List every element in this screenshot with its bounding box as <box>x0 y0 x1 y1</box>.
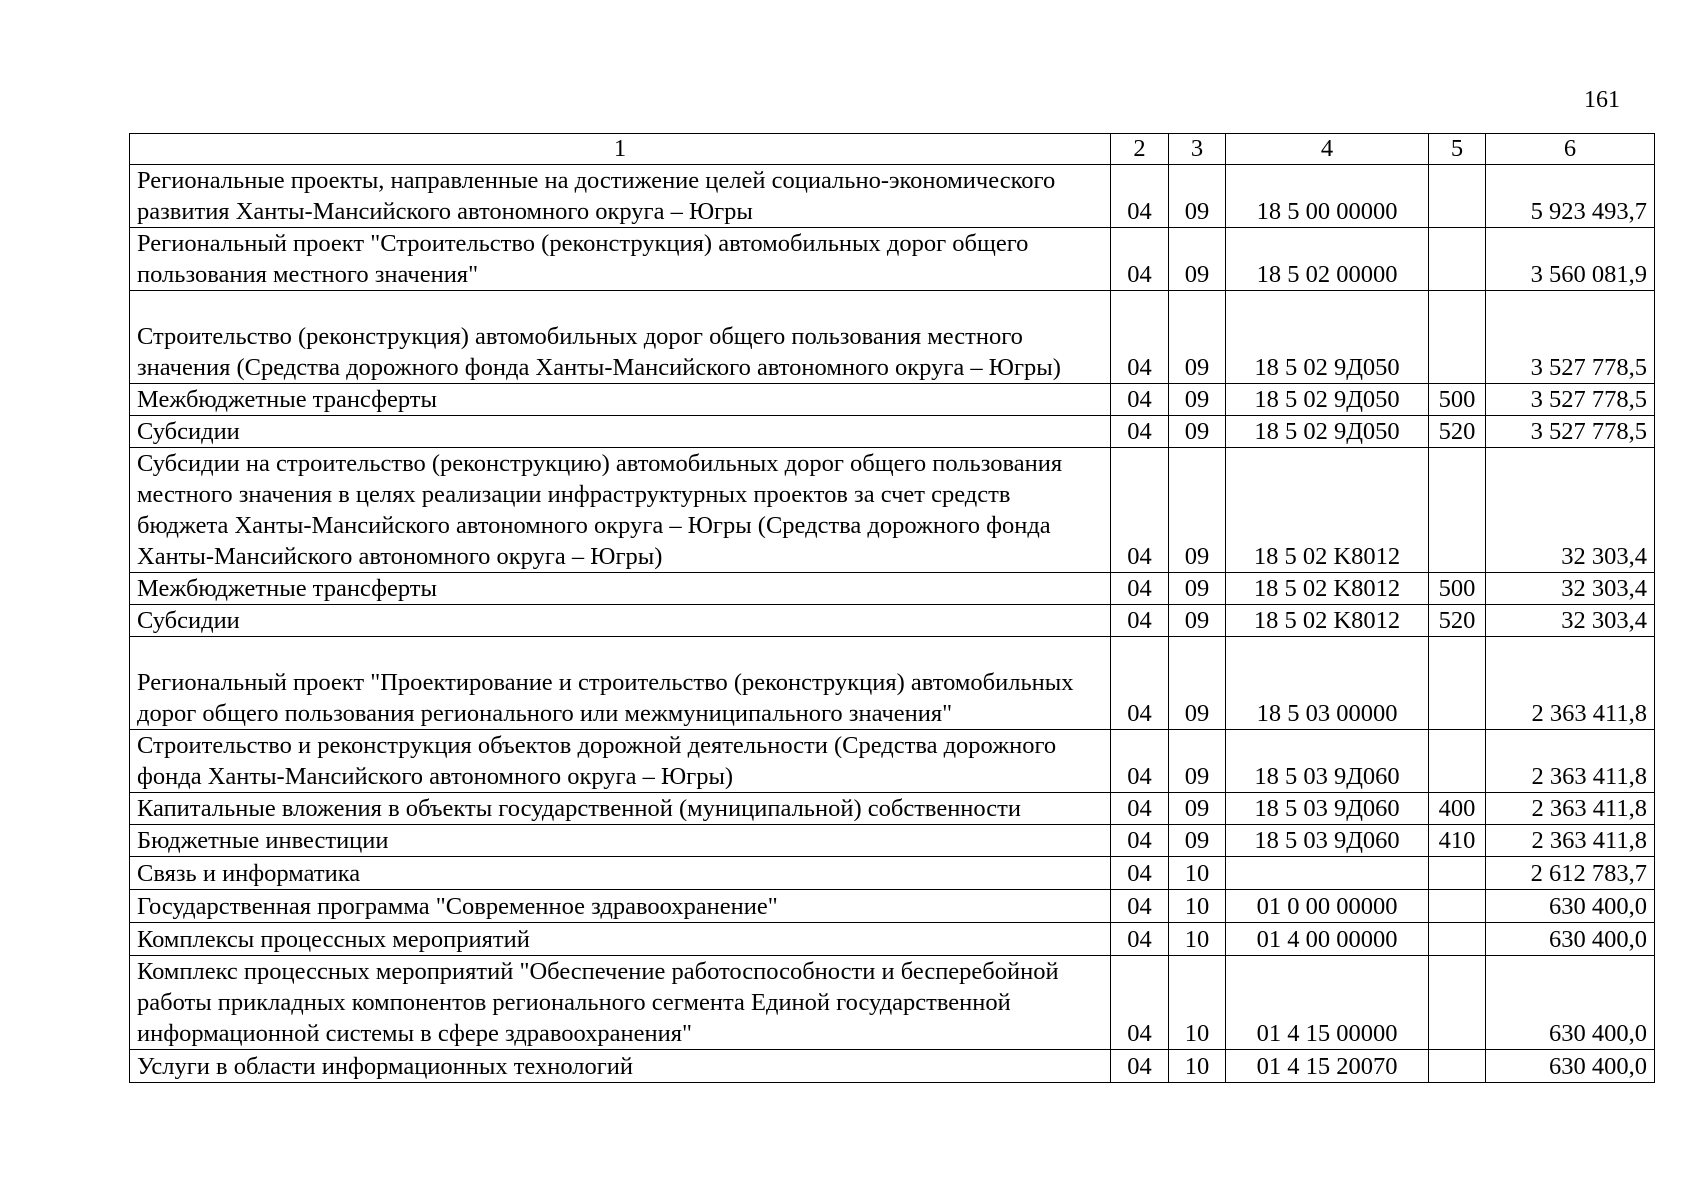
row-amount: 2 612 783,7 <box>1486 857 1655 890</box>
row-target-article-code: 01 0 00 00000 <box>1226 890 1429 923</box>
row-amount: 630 400,0 <box>1486 923 1655 956</box>
table-row <box>130 857 1655 890</box>
row-amount: 32 303,4 <box>1486 573 1655 605</box>
row-section-code: 04 <box>1111 291 1169 384</box>
row-amount: 32 303,4 <box>1486 605 1655 637</box>
row-section-code: 04 <box>1111 890 1169 923</box>
column-header-3: 3 <box>1169 134 1226 165</box>
row-expense-type-code <box>1429 637 1486 730</box>
row-target-article-code: 18 5 03 9Д060 <box>1226 825 1429 857</box>
column-header-6: 6 <box>1486 134 1655 165</box>
table-body <box>130 165 1655 1083</box>
row-amount: 2 363 411,8 <box>1486 825 1655 857</box>
row-expense-type-code <box>1429 448 1486 573</box>
table-row <box>130 637 1655 730</box>
row-target-article-code: 18 5 02 9Д050 <box>1226 291 1429 384</box>
row-target-article-code: 18 5 02 9Д050 <box>1226 416 1429 448</box>
row-expense-type-code: 400 <box>1429 793 1486 825</box>
row-section-code: 04 <box>1111 416 1169 448</box>
row-subsection-code: 10 <box>1169 890 1226 923</box>
row-section-code: 04 <box>1111 1050 1169 1083</box>
row-name: Капитальные вложения в объекты государственной (муниципальной) собственности <box>130 793 1111 825</box>
row-amount: 3 527 778,5 <box>1486 291 1655 384</box>
row-subsection-code: 09 <box>1169 793 1226 825</box>
row-subsection-code: 09 <box>1169 228 1226 291</box>
row-amount: 3 527 778,5 <box>1486 384 1655 416</box>
column-header-4: 4 <box>1226 134 1429 165</box>
row-expense-type-code: 520 <box>1429 416 1486 448</box>
row-amount: 5 923 493,7 <box>1486 165 1655 228</box>
table-row <box>130 448 1655 573</box>
header-row <box>130 134 1655 165</box>
row-amount: 3 527 778,5 <box>1486 416 1655 448</box>
column-header-1: 1 <box>130 134 1111 165</box>
row-subsection-code: 09 <box>1169 416 1226 448</box>
row-expense-type-code: 520 <box>1429 605 1486 637</box>
row-subsection-code: 10 <box>1169 923 1226 956</box>
row-expense-type-code: 410 <box>1429 825 1486 857</box>
row-subsection-code: 09 <box>1169 291 1226 384</box>
row-expense-type-code: 500 <box>1429 384 1486 416</box>
table-row <box>130 1050 1655 1083</box>
table-row <box>130 416 1655 448</box>
row-name: Услуги в области информационных технологий <box>130 1050 1111 1083</box>
row-amount: 630 400,0 <box>1486 890 1655 923</box>
row-expense-type-code <box>1429 956 1486 1050</box>
row-name: Субсидии <box>130 605 1111 637</box>
row-section-code: 04 <box>1111 165 1169 228</box>
column-header-2: 2 <box>1111 134 1169 165</box>
row-name: Государственная программа "Современное здравоохранение" <box>130 890 1111 923</box>
row-section-code: 04 <box>1111 923 1169 956</box>
table-row <box>130 228 1655 291</box>
row-target-article-code: 01 4 15 20070 <box>1226 1050 1429 1083</box>
row-target-article-code: 18 5 00 00000 <box>1226 165 1429 228</box>
row-subsection-code: 09 <box>1169 384 1226 416</box>
table-row <box>130 923 1655 956</box>
row-amount: 32 303,4 <box>1486 448 1655 573</box>
row-section-code: 04 <box>1111 384 1169 416</box>
row-subsection-code: 09 <box>1169 448 1226 573</box>
row-target-article-code: 18 5 02 K8012 <box>1226 605 1429 637</box>
row-section-code: 04 <box>1111 956 1169 1050</box>
budget-table <box>129 133 1655 1083</box>
row-target-article-code: 18 5 02 00000 <box>1226 228 1429 291</box>
row-subsection-code: 10 <box>1169 956 1226 1050</box>
row-subsection-code: 09 <box>1169 165 1226 228</box>
row-name: Региональные проекты, направленные на достижение целей социально-экономического развития Ханты-Мансийского автономного округа – Югры <box>130 165 1111 228</box>
row-name: Субсидии <box>130 416 1111 448</box>
row-name: Субсидии на строительство (реконструкцию) автомобильных дорог общего пользования местного значения в целях реализации инфраструктурных проектов за счет средств бюджета Ханты-Мансийского автономного округа – Югры (Средства дорожного фонда Ханты-Мансийского автономного округа – Югры) <box>130 448 1111 573</box>
row-name: Бюджетные инвестиции <box>130 825 1111 857</box>
row-target-article-code: 01 4 00 00000 <box>1226 923 1429 956</box>
row-section-code: 04 <box>1111 448 1169 573</box>
row-name: Межбюджетные трансферты <box>130 573 1111 605</box>
row-name: Связь и информатика <box>130 857 1111 890</box>
row-amount: 630 400,0 <box>1486 956 1655 1050</box>
row-expense-type-code <box>1429 165 1486 228</box>
table-row <box>130 825 1655 857</box>
row-subsection-code: 09 <box>1169 637 1226 730</box>
row-target-article-code: 18 5 02 9Д050 <box>1226 384 1429 416</box>
row-expense-type-code <box>1429 291 1486 384</box>
row-expense-type-code <box>1429 228 1486 291</box>
table-row <box>130 165 1655 228</box>
row-target-article-code: 18 5 02 K8012 <box>1226 573 1429 605</box>
row-expense-type-code <box>1429 1050 1486 1083</box>
row-name: Комплекс процессных мероприятий "Обеспечение работоспособности и бесперебойной работы прикладных компонентов регионального сегмента Единой государственной информационной системы в сфере здравоохранения" <box>130 956 1111 1050</box>
row-subsection-code: 09 <box>1169 605 1226 637</box>
table-row <box>130 730 1655 793</box>
table-row <box>130 291 1655 384</box>
row-target-article-code <box>1226 857 1429 890</box>
page-number: 161 <box>1584 87 1620 113</box>
row-section-code: 04 <box>1111 793 1169 825</box>
row-target-article-code: 18 5 03 9Д060 <box>1226 730 1429 793</box>
row-target-article-code: 18 5 03 9Д060 <box>1226 793 1429 825</box>
row-target-article-code: 01 4 15 00000 <box>1226 956 1429 1050</box>
row-amount: 3 560 081,9 <box>1486 228 1655 291</box>
row-name: Строительство и реконструкция объектов дорожной деятельности (Средства дорожного фонда Ханты-Мансийского автономного округа – Югры) <box>130 730 1111 793</box>
row-target-article-code: 18 5 02 K8012 <box>1226 448 1429 573</box>
table-row <box>130 605 1655 637</box>
row-section-code: 04 <box>1111 573 1169 605</box>
table-row <box>130 956 1655 1050</box>
table-row <box>130 573 1655 605</box>
row-section-code: 04 <box>1111 228 1169 291</box>
row-subsection-code: 09 <box>1169 730 1226 793</box>
row-name: Комплексы процессных мероприятий <box>130 923 1111 956</box>
row-section-code: 04 <box>1111 730 1169 793</box>
row-section-code: 04 <box>1111 825 1169 857</box>
row-expense-type-code <box>1429 890 1486 923</box>
row-amount: 2 363 411,8 <box>1486 730 1655 793</box>
row-amount: 630 400,0 <box>1486 1050 1655 1083</box>
row-expense-type-code <box>1429 730 1486 793</box>
row-expense-type-code: 500 <box>1429 573 1486 605</box>
table-row <box>130 384 1655 416</box>
row-name: Региональный проект "Строительство (реконструкция) автомобильных дорог общего пользования местного значения" <box>130 228 1111 291</box>
table-row <box>130 890 1655 923</box>
column-header-5: 5 <box>1429 134 1486 165</box>
row-amount: 2 363 411,8 <box>1486 637 1655 730</box>
row-section-code: 04 <box>1111 605 1169 637</box>
row-name: Строительство (реконструкция) автомобильных дорог общего пользования местного значения (Средства дорожного фонда Ханты-Мансийского автономного округа – Югры) <box>130 291 1111 384</box>
row-subsection-code: 10 <box>1169 857 1226 890</box>
row-section-code: 04 <box>1111 637 1169 730</box>
row-name: Межбюджетные трансферты <box>130 384 1111 416</box>
row-target-article-code: 18 5 03 00000 <box>1226 637 1429 730</box>
row-name: Региональный проект "Проектирование и строительство (реконструкция) автомобильных дорог общего пользования регионального или межмуниципального значения" <box>130 637 1111 730</box>
row-amount: 2 363 411,8 <box>1486 793 1655 825</box>
row-expense-type-code <box>1429 857 1486 890</box>
row-subsection-code: 10 <box>1169 1050 1226 1083</box>
table-row <box>130 793 1655 825</box>
row-subsection-code: 09 <box>1169 825 1226 857</box>
row-subsection-code: 09 <box>1169 573 1226 605</box>
row-expense-type-code <box>1429 923 1486 956</box>
row-section-code: 04 <box>1111 857 1169 890</box>
